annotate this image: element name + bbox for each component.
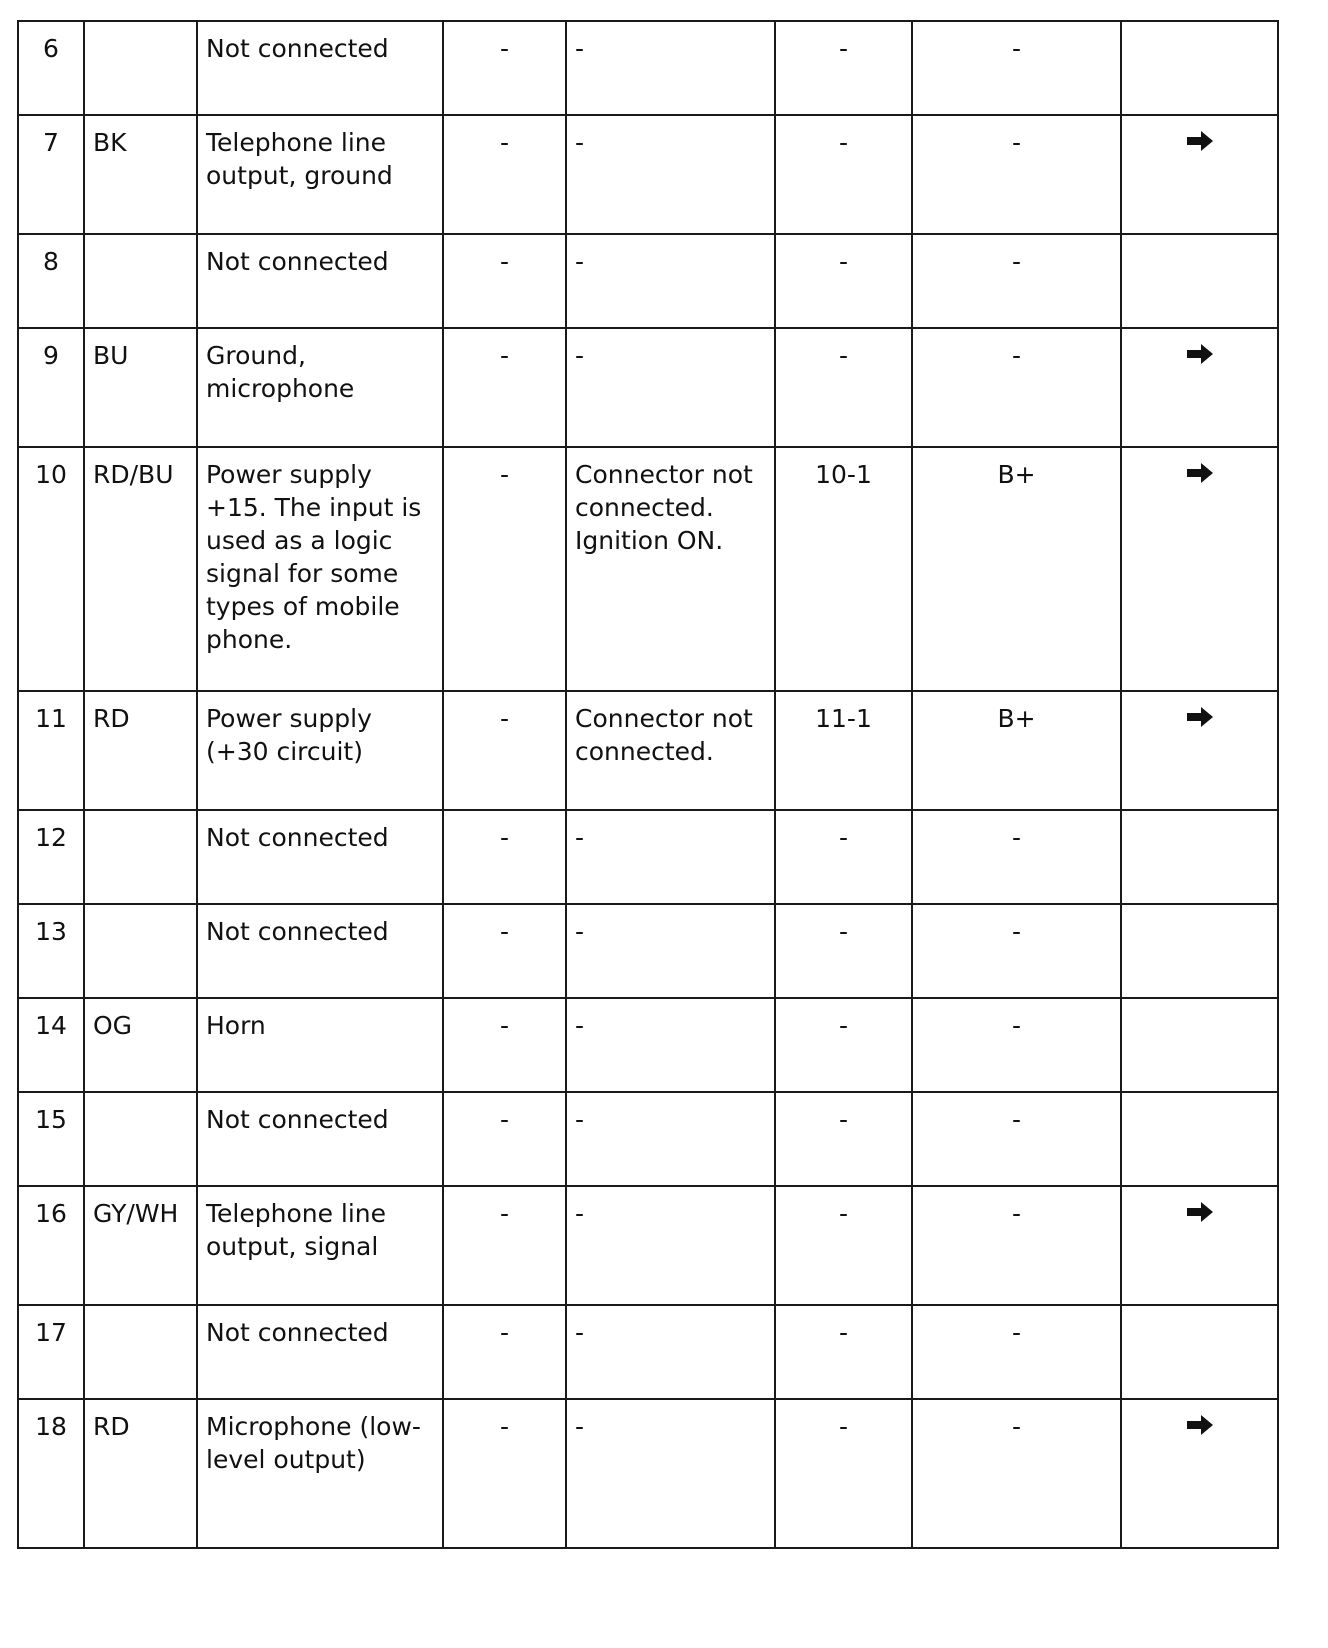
- expected-value: -: [912, 21, 1121, 115]
- pin-number: 16: [18, 1186, 84, 1305]
- test-value: -: [443, 1186, 566, 1305]
- test-reference: -: [775, 1399, 912, 1548]
- link-cell: [1121, 234, 1278, 328]
- wire-color: [84, 1305, 197, 1399]
- test-value: -: [443, 691, 566, 810]
- link-cell: [1121, 21, 1278, 115]
- pin-description: Not connected: [197, 1092, 443, 1186]
- test-condition: Connector not connected.: [566, 691, 775, 810]
- expected-value: B+: [912, 447, 1121, 691]
- pin-description: Horn: [197, 998, 443, 1092]
- right-arrow-icon[interactable]: [1186, 131, 1214, 151]
- link-cell: [1121, 1305, 1278, 1399]
- test-value: -: [443, 998, 566, 1092]
- test-reference: -: [775, 328, 912, 447]
- link-cell[interactable]: [1121, 691, 1278, 810]
- pin-description: Not connected: [197, 904, 443, 998]
- test-value: -: [443, 1092, 566, 1186]
- test-value: -: [443, 904, 566, 998]
- pin-number: 17: [18, 1305, 84, 1399]
- pin-number: 11: [18, 691, 84, 810]
- test-value: -: [443, 234, 566, 328]
- test-reference: -: [775, 810, 912, 904]
- expected-value: -: [912, 1186, 1121, 1305]
- table-row: [18, 1305, 1278, 1399]
- test-condition: -: [566, 810, 775, 904]
- expected-value: B+: [912, 691, 1121, 810]
- pin-description: Microphone (low-level output): [197, 1399, 443, 1548]
- test-value: -: [443, 810, 566, 904]
- wire-color: RD: [84, 691, 197, 810]
- wire-color: RD/BU: [84, 447, 197, 691]
- expected-value: -: [912, 328, 1121, 447]
- expected-value: -: [912, 904, 1121, 998]
- link-cell: [1121, 1092, 1278, 1186]
- test-reference: -: [775, 115, 912, 234]
- pin-description: Not connected: [197, 810, 443, 904]
- test-value: -: [443, 1305, 566, 1399]
- test-reference: -: [775, 998, 912, 1092]
- test-reference: -: [775, 1092, 912, 1186]
- wire-color: [84, 810, 197, 904]
- table-row: [18, 998, 1278, 1092]
- test-condition: -: [566, 1399, 775, 1548]
- wire-color: [84, 234, 197, 328]
- table-row: [18, 691, 1278, 810]
- expected-value: -: [912, 1399, 1121, 1548]
- test-reference: 11-1: [775, 691, 912, 810]
- pin-number: 13: [18, 904, 84, 998]
- link-cell[interactable]: [1121, 115, 1278, 234]
- table-row: [18, 234, 1278, 328]
- pin-number: 12: [18, 810, 84, 904]
- pin-description: Telephone line output, signal: [197, 1186, 443, 1305]
- expected-value: -: [912, 115, 1121, 234]
- test-condition: Connector not connected. Ignition ON.: [566, 447, 775, 691]
- test-value: -: [443, 115, 566, 234]
- expected-value: -: [912, 234, 1121, 328]
- link-cell: [1121, 998, 1278, 1092]
- pin-number: 18: [18, 1399, 84, 1548]
- right-arrow-icon[interactable]: [1186, 707, 1214, 727]
- test-condition: -: [566, 904, 775, 998]
- test-condition: -: [566, 1092, 775, 1186]
- pin-number: 14: [18, 998, 84, 1092]
- pin-description: Not connected: [197, 1305, 443, 1399]
- table-row: [18, 810, 1278, 904]
- test-reference: -: [775, 904, 912, 998]
- table-row: [18, 328, 1278, 447]
- test-value: -: [443, 21, 566, 115]
- right-arrow-icon[interactable]: [1186, 463, 1214, 483]
- test-condition: -: [566, 1186, 775, 1305]
- link-cell[interactable]: [1121, 1399, 1278, 1548]
- link-cell[interactable]: [1121, 1186, 1278, 1305]
- wire-color: RD: [84, 1399, 197, 1548]
- pin-description: Power supply (+30 circuit): [197, 691, 443, 810]
- test-condition: -: [566, 1305, 775, 1399]
- pin-description: Power supply +15. The input is used as a logic signal for some types of mobile phone.: [197, 447, 443, 691]
- wire-color: [84, 904, 197, 998]
- test-reference: -: [775, 21, 912, 115]
- pin-description: Not connected: [197, 234, 443, 328]
- link-cell[interactable]: [1121, 328, 1278, 447]
- pin-number: 7: [18, 115, 84, 234]
- test-reference: 10-1: [775, 447, 912, 691]
- test-reference: -: [775, 234, 912, 328]
- table-row: [18, 447, 1278, 691]
- table-row: [18, 1092, 1278, 1186]
- wire-color: BK: [84, 115, 197, 234]
- test-condition: -: [566, 21, 775, 115]
- test-condition: -: [566, 998, 775, 1092]
- expected-value: -: [912, 810, 1121, 904]
- table-row: [18, 1186, 1278, 1305]
- table-row: [18, 21, 1278, 115]
- test-value: -: [443, 1399, 566, 1548]
- wire-color: BU: [84, 328, 197, 447]
- pin-description: Telephone line output, ground: [197, 115, 443, 234]
- test-value: -: [443, 328, 566, 447]
- test-reference: -: [775, 1305, 912, 1399]
- pin-number: 9: [18, 328, 84, 447]
- pin-table: [17, 20, 1279, 1549]
- pin-number: 8: [18, 234, 84, 328]
- link-cell: [1121, 810, 1278, 904]
- table-row: [18, 904, 1278, 998]
- expected-value: -: [912, 1305, 1121, 1399]
- pin-description: Not connected: [197, 21, 443, 115]
- pin-number: 6: [18, 21, 84, 115]
- pin-description: Ground, microphone: [197, 328, 443, 447]
- expected-value: -: [912, 1092, 1121, 1186]
- right-arrow-icon[interactable]: [1186, 1415, 1214, 1435]
- link-cell[interactable]: [1121, 447, 1278, 691]
- wire-color: GY/WH: [84, 1186, 197, 1305]
- table-row: [18, 115, 1278, 234]
- test-reference: -: [775, 1186, 912, 1305]
- wire-color: [84, 21, 197, 115]
- link-cell: [1121, 904, 1278, 998]
- right-arrow-icon[interactable]: [1186, 1202, 1214, 1222]
- test-value: -: [443, 447, 566, 691]
- right-arrow-icon[interactable]: [1186, 344, 1214, 364]
- expected-value: -: [912, 998, 1121, 1092]
- pin-number: 10: [18, 447, 84, 691]
- pin-number: 15: [18, 1092, 84, 1186]
- test-condition: -: [566, 115, 775, 234]
- test-condition: -: [566, 234, 775, 328]
- wire-color: [84, 1092, 197, 1186]
- wire-color: OG: [84, 998, 197, 1092]
- test-condition: -: [566, 328, 775, 447]
- table-row: [18, 1399, 1278, 1548]
